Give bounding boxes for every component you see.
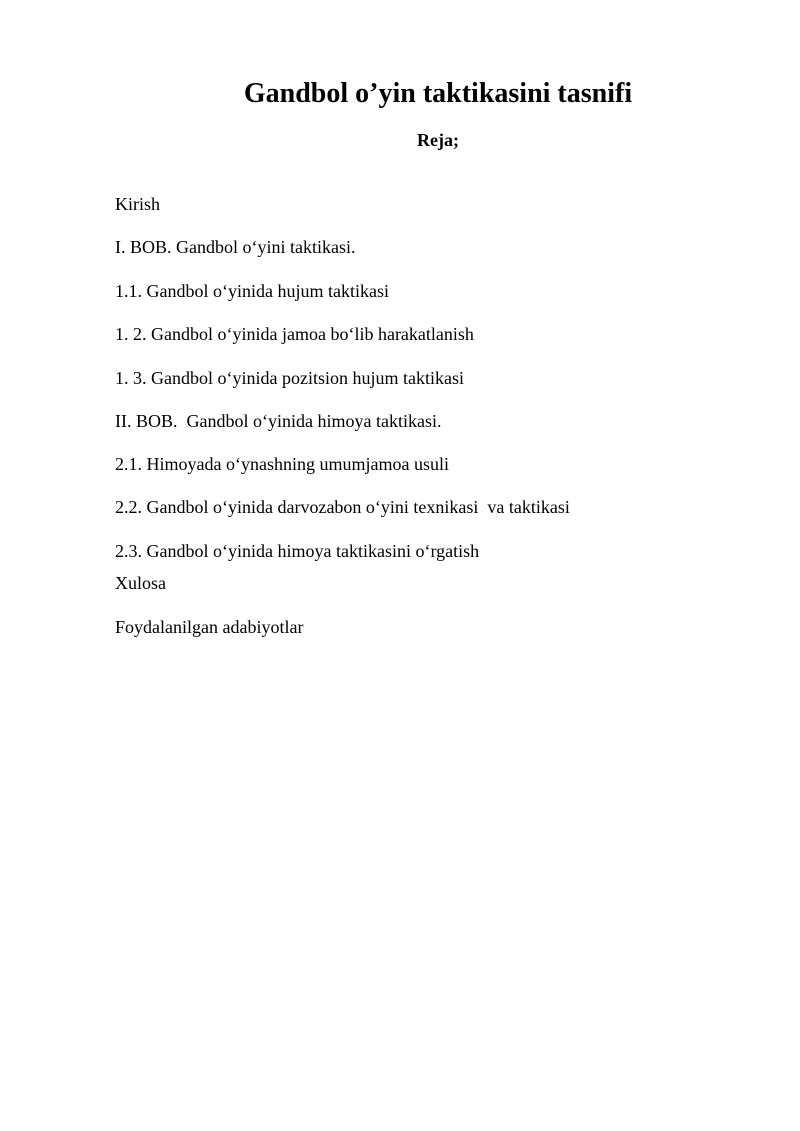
toc-item-intro: Kirish bbox=[115, 194, 160, 214]
toc-item-chapter-1: I. BOB. Gandbol o‘yini taktikasi. bbox=[115, 237, 356, 257]
document-title: Gandbol o’yin taktikasini tasnifi bbox=[243, 78, 633, 109]
toc-item-references: Foydalanilgan adabiyotlar bbox=[115, 617, 304, 637]
toc-item-2-1: 2.1. Himoyada o‘ynashning umumjamoa usuli bbox=[115, 454, 449, 474]
toc-item-1-3: 1. 3. Gandbol o‘yinida pozitsion hujum taktikasi bbox=[115, 368, 464, 388]
toc-item-1-2: 1. 2. Gandbol o‘yinida jamoa bo‘lib harakatlanish bbox=[115, 324, 474, 344]
toc-item-1-1: 1.1. Gandbol o‘yinida hujum taktikasi bbox=[115, 281, 389, 301]
document-subtitle: Reja; bbox=[417, 130, 459, 150]
toc-item-chapter-2: II. BOB. Gandbol o‘yinida himoya taktikasi. bbox=[115, 411, 442, 431]
toc-item-2-2: 2.2. Gandbol o‘yinida darvozabon o‘yini texnikasi va taktikasi bbox=[115, 497, 570, 517]
toc-item-conclusion: Xulosa bbox=[115, 573, 166, 593]
toc-item-2-3: 2.3. Gandbol o‘yinida himoya taktikasini o‘rgatish bbox=[115, 541, 480, 561]
